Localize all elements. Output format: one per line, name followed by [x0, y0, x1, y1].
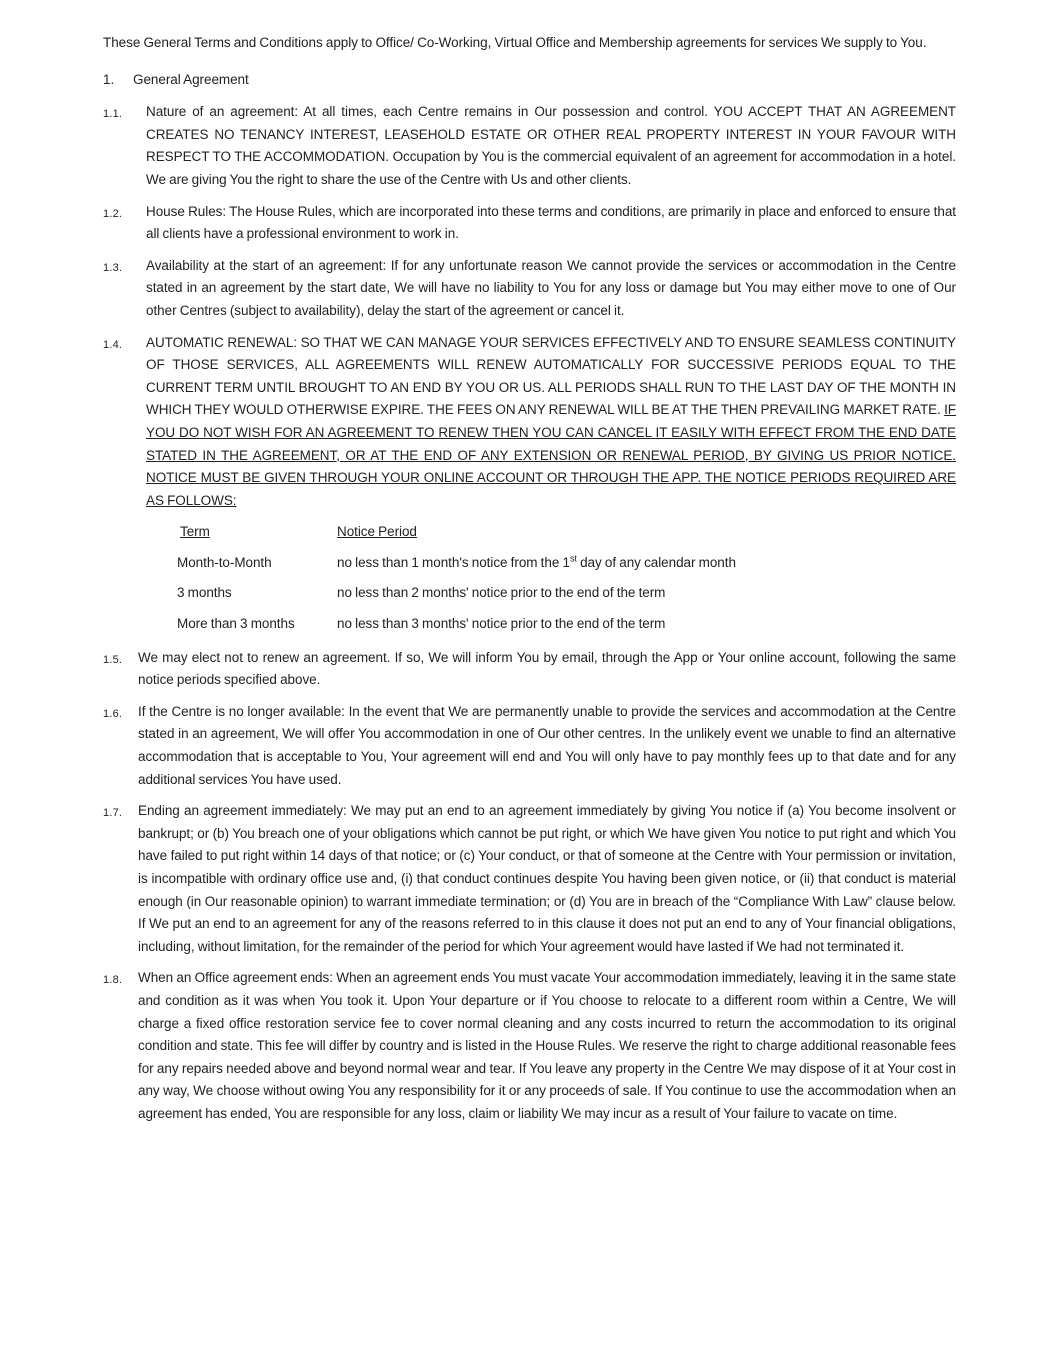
clause-number: 1.6. [103, 707, 123, 720]
clause-1-4-plain-text: AUTOMATIC RENEWAL: SO THAT WE CAN MANAGE YOUR SERVICES EFFECTIVELY AND TO ENSURE SEAMLESS CONTINUITY OF THOSE SERVICES, ALL AGREEMENTS WILL RENEW AUTOMATICALLY FOR SUCCESSIVE PERIODS EQUAL TO THE CURRENT TERM UNTIL BROUGHT TO AN END BY YOU OR US. ALL PERIODS SHALL RUN TO THE LAST DAY OF THE MONTH IN WHICH THEY WOULD OTHERWISE EXPIRE. THE FEES ON ANY RENEWAL WILL BE AT THE THEN PREVAILING MARKET RATE. [146, 334, 956, 418]
clause-number: 1.8. [103, 974, 123, 987]
section-heading [103, 69, 956, 92]
clause-number: 1.4. [103, 338, 123, 351]
clause-number: 1.3. [103, 261, 123, 274]
notice-cell: no less than 2 months' notice prior to the end of the term [337, 585, 666, 601]
clause-1-1 [103, 101, 956, 191]
table-row-3-months [177, 582, 956, 605]
term-cell: 3 months [177, 585, 232, 601]
clause-1-2 [103, 201, 956, 246]
clause-1-5 [103, 647, 956, 692]
clause-1-4-underlined-text: IF YOU DO NOT WISH FOR AN AGREEMENT TO RENEW THEN YOU CAN CANCEL IT EASILY WITH EFFECT FROM THE END DATE STATED IN THE AGREEMENT, OR AT THE END OF ANY EXTENSION OR RENEWAL PERIOD, BY GIVING US PRIOR NOTICE. NOTICE MUST BE GIVEN THROUGH YOUR ONLINE ACCOUNT OR THROUGH THE APP. THE NOTICE PERIODS REQUIRED ARE AS FOLLOWS: [146, 402, 956, 508]
notice-cell: no less than 1 month's notice from the 1st day of any calendar month [337, 553, 736, 570]
clause-1-6 [103, 701, 956, 791]
clause-1-8 [103, 967, 956, 1125]
term-cell: Month-to-Month [177, 554, 272, 570]
clause-text [146, 332, 956, 513]
notice-cell: no less than 3 months' notice prior to the end of the term [337, 616, 666, 632]
term-column-header: Term [180, 524, 210, 540]
clause-number: 1.2. [103, 207, 123, 220]
section-title: General Agreement [133, 71, 249, 87]
clause-text: House Rules: The House Rules, which are incorporated into these terms and conditions, are primarily in place and enforced to ensure that all clients have a professional environment to work in. [146, 203, 956, 242]
term-cell: More than 3 months [177, 616, 295, 632]
intro-paragraph: These General Terms and Conditions apply to Office/ Co-Working, Virtual Office and Membership agreements for services We supply to You. [103, 35, 927, 50]
section-number: 1. [103, 71, 115, 87]
clause-1-4 [103, 332, 956, 513]
table-header-row [177, 521, 956, 544]
ordinal-suffix: st [569, 553, 577, 564]
notice-period-table [177, 521, 956, 635]
table-row-month-to-month [177, 552, 956, 575]
clause-1-7 [103, 800, 956, 958]
table-row-more-than-3-months [177, 613, 956, 636]
clause-text: Nature of an agreement: At all times, each Centre remains in Our possession and control. YOU ACCEPT THAT AN AGREEMENT CREATES NO TENANCY INTEREST, LEASEHOLD ESTATE OR OTHER REAL PROPERTY INTEREST IN YOUR FAVOUR WITH RESPECT TO THE ACCOMMODATION. Occupation by You is the commercial equivalent of an agreement for accommodation in a hotel. We are giving You the right to share the use of the Centre with Us and other clients. [146, 104, 956, 187]
clause-text: If the Centre is no longer available: In the event that We are permanently unable to provide the services and accommodation at the Centre stated in an agreement, We will offer You accommodation in one of Our other centres. In the unlikely event we unable to find an alternative accommodation that is acceptable to You, Your agreement will end and You will only have to pay monthly fees up to that date and for any additional services You have used. [138, 703, 956, 787]
notice-period-column-header: Notice Period [337, 524, 417, 540]
clause-number: 1.7. [103, 807, 123, 820]
clause-text: Ending an agreement immediately: We may put an end to an agreement immediately by giving You notice if (a) You become insolvent or bankrupt; or (b) You breach one of your obligations which cannot be put right, or which We have given You notice to put right and which You have failed to put right within 14 days of that notice; or (c) Your conduct, or that of someone at the Centre with Your permission or invitation, is incompatible with ordinary office use and, (i) that conduct continues despite You having been given notice, or (ii) that conduct is material enough (in Our reasonable opinion) to warrant immediate termination; or (d) You are in breach of the “Compliance With Law” clause below. If We put an end to an agreement for any of the reasons referred to in this clause it does not put an end to any of Your financial obligations, including, without limitation, for the remainder of the period for which Your agreement would have lasted if We had not terminated it. [138, 803, 956, 954]
clause-1-3 [103, 255, 956, 323]
clause-number: 1.1. [103, 108, 123, 121]
clause-text: When an Office agreement ends: When an agreement ends You must vacate Your accommodation immediately, leaving it in the same state and condition as it was when You took it. Upon Your departure or if You choose to relocate to a different room within a Centre, We will charge a fixed office restoration service fee to cover normal cleaning and any costs incurred to return the accommodation to its original condition and state. This fee will differ by country and is listed in the House Rules. We reserve the right to charge additional reasonable fees for any repairs needed above and beyond normal wear and tear. If You leave any property in the Centre We may dispose of it at Your cost in any way, We choose without owing You any responsibility for it or any proceeds of sale. If You continue to use the accommodation when an agreement has ended, You are responsible for any loss, claim or liability We may incur as a result of Your failure to vacate on time. [138, 970, 956, 1121]
clause-text: Availability at the start of an agreement: If for any unfortunate reason We cannot provide the services or accommodation in the Centre stated in an agreement by the start date, We will have no liability to You for any loss or damage but You may either move to one of Our other Centres (subject to availability), delay the start of the agreement or cancel it. [146, 257, 956, 318]
clause-number: 1.5. [103, 653, 123, 666]
clause-text: We may elect not to renew an agreement. If so, We will inform You by email, through the App or Your online account, following the same notice periods specified above. [138, 649, 956, 688]
